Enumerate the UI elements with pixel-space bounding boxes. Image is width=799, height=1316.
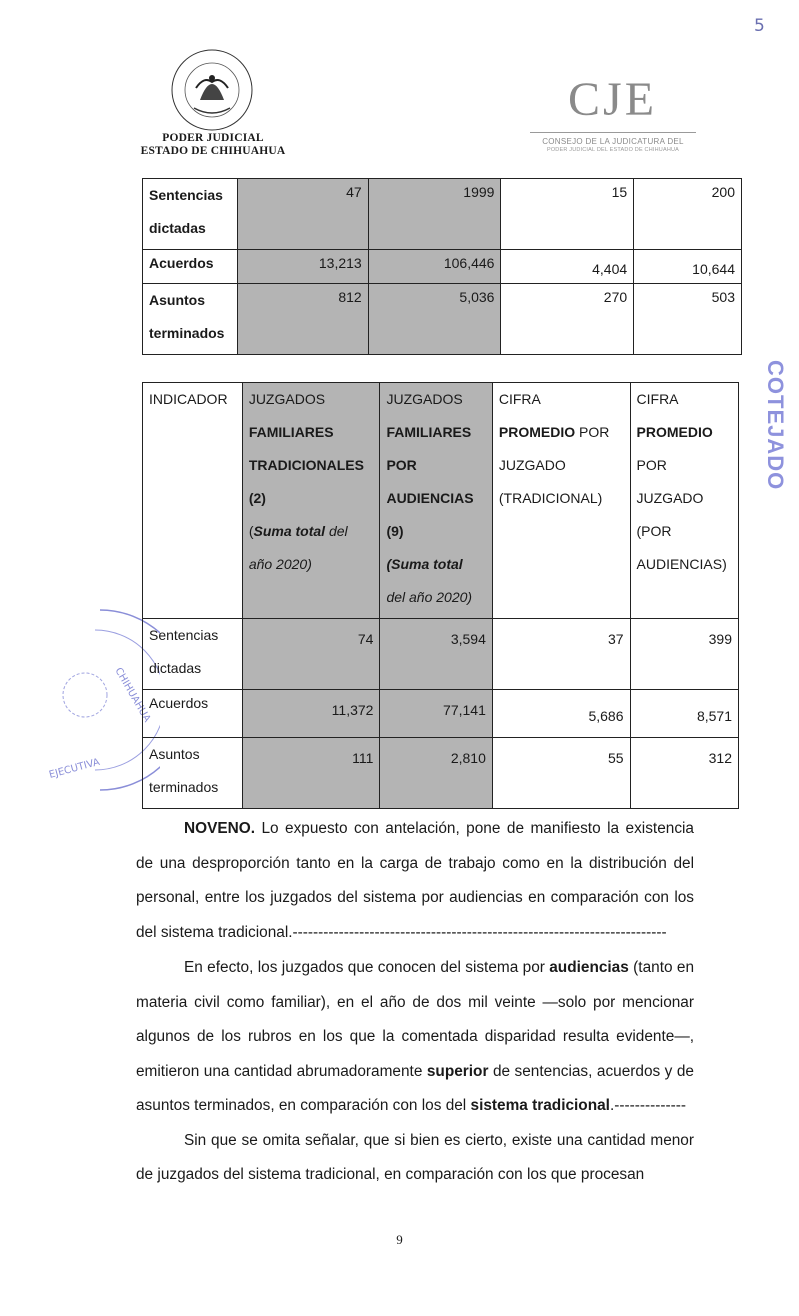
- table-cell: 11,372: [242, 690, 380, 738]
- row-label: Acuerdos: [143, 250, 238, 284]
- table-cell: 111: [242, 738, 380, 809]
- header-promedio-audiencias: [630, 383, 738, 619]
- header-text: PROMEDIO: [636, 424, 713, 440]
- handwritten-page-number: 5: [754, 16, 765, 36]
- table-cell: 10,644: [634, 250, 742, 284]
- table-cell: 15: [501, 179, 634, 250]
- header-text: FAMILIARES TRADICIONALES (2): [248, 424, 364, 506]
- table-cell: 74: [242, 619, 380, 690]
- table-cell: 503: [634, 284, 742, 355]
- paragraph-text-bold: superior: [426, 1062, 489, 1080]
- table-cell: 4,404: [501, 250, 634, 284]
- table-cell: 47: [237, 179, 368, 250]
- table-cell: 200: [634, 179, 742, 250]
- header-text: (Suma total: [386, 556, 463, 572]
- header-text: JUZGADOS: [386, 391, 463, 407]
- table-cell: 5,686: [492, 690, 630, 738]
- paragraph-text: En efecto, los juzgados que conocen del sistema por: [184, 959, 550, 976]
- paragraph-text: (tanto en materia civil como familiar), en el año de dos mil veinte —solo por mencionar algunos de los rubros en los que la comentada disparidad resulta evidente—, emitieron una cantidad abrumadoramente: [136, 959, 695, 1080]
- svg-text:CHIHUAHUA: CHIHUAHUA: [112, 666, 153, 725]
- table-header-row: [143, 383, 739, 619]
- table-row: [143, 179, 742, 250]
- header-promedio-tradicional: [492, 383, 630, 619]
- table-cell: 312: [630, 738, 738, 809]
- header-juzgados-audiencias: [380, 383, 492, 619]
- table-row: [143, 250, 742, 284]
- table-cell: 77,141: [380, 690, 492, 738]
- row-label: Sentencias dictadas: [143, 619, 243, 690]
- institution-line-2: ESTADO DE CHIHUAHUA: [140, 145, 286, 157]
- stats-table-1: [142, 178, 742, 355]
- table-row: [143, 284, 742, 355]
- page-number: 9: [396, 1232, 403, 1247]
- table-row: [143, 690, 739, 738]
- header-text: [499, 416, 624, 515]
- paragraph-heading: NOVENO.: [184, 820, 255, 837]
- cje-logo: CJE: [568, 73, 658, 126]
- header-text: POR JUZGADO (POR AUDIENCIAS): [636, 457, 727, 572]
- row-label: Acuerdos: [143, 690, 243, 738]
- table-cell: 270: [501, 284, 634, 355]
- logo-subtitle-small: PODER JUDICIAL DEL ESTADO DE CHIHUAHUA: [546, 147, 680, 153]
- paragraph-text-bold: audiencias: [549, 959, 629, 976]
- institution-name: [124, 132, 302, 158]
- paragraph-sin-que: Sin que se omita señalar, que si bien es cierto, existe una cantidad menor de juzgados del sistema tradicional, en comparación con los que procesan: [136, 1131, 694, 1183]
- header-text: del año 2020): [386, 589, 473, 605]
- table-row: [143, 738, 739, 809]
- table-cell: 55: [492, 738, 630, 809]
- paragraph-text: Lo expuesto con antelación, pone de manifiesto la existencia de una desproporción tanto en la carga de trabajo como en la distribución del personal, entre los juzgados del sistema por audiencias en comparación con los del sistema tradicional.-------------------------------------------------------------------------: [136, 820, 694, 941]
- table-cell: 37: [492, 619, 630, 690]
- institution-line-1: PODER JUDICIAL: [162, 132, 264, 144]
- table-cell: 13,213: [237, 250, 368, 284]
- table-cell: 3,594: [380, 619, 492, 690]
- row-label: Asuntos terminados: [143, 738, 243, 809]
- header-juzgados-tradicionales: [242, 383, 380, 619]
- paragraph-text: de sentencias, acuerdos y de asuntos terminados, en comparación con los del: [136, 1062, 694, 1114]
- table-cell: 1999: [368, 179, 501, 250]
- header-text: POR JUZGADO (TRADICIONAL): [498, 424, 610, 506]
- header-indicador: INDICADOR: [143, 383, 243, 619]
- paragraph-noveno: [136, 812, 694, 950]
- table-cell: 2,810: [380, 738, 492, 809]
- table-cell: 812: [237, 284, 368, 355]
- body-text: [136, 812, 694, 1193]
- logo-divider: [530, 132, 696, 133]
- table-cell: 8,571: [630, 690, 738, 738]
- header-text: FAMILIARES POR AUDIENCIAS (9): [386, 424, 474, 539]
- header-text: JUZGADOS: [248, 391, 326, 407]
- logo-subtitle: CONSEJO DE LA JUDICATURA DEL: [542, 137, 684, 146]
- header-text-bold: PROMEDIO: [498, 424, 576, 440]
- row-label: Sentencias dictadas: [143, 179, 238, 250]
- header-text-italic: del año 2020): [248, 523, 348, 572]
- stats-table-2: [142, 382, 739, 809]
- table-row: [143, 619, 739, 690]
- paragraph-en-efecto: [136, 951, 694, 1124]
- table-cell: 399: [630, 619, 738, 690]
- svg-text:EJECUTIVA: EJECUTIVA: [47, 756, 102, 781]
- national-seal-icon: [170, 48, 254, 132]
- header-text-bold: Suma total: [253, 523, 326, 539]
- table-cell: 5,036: [368, 284, 501, 355]
- cotejado-stamp: COTEJADO: [763, 360, 788, 491]
- row-label: Asuntos terminados: [143, 284, 238, 355]
- table-cell: 106,446: [368, 250, 501, 284]
- paragraph-text: .--------------: [609, 1097, 686, 1114]
- header-text: CIFRA: [498, 391, 541, 407]
- header-text: (Suma total del año 2020): [248, 523, 348, 572]
- header-text: CIFRA: [636, 391, 679, 407]
- paragraph-text-bold: sistema tradicional: [470, 1097, 610, 1114]
